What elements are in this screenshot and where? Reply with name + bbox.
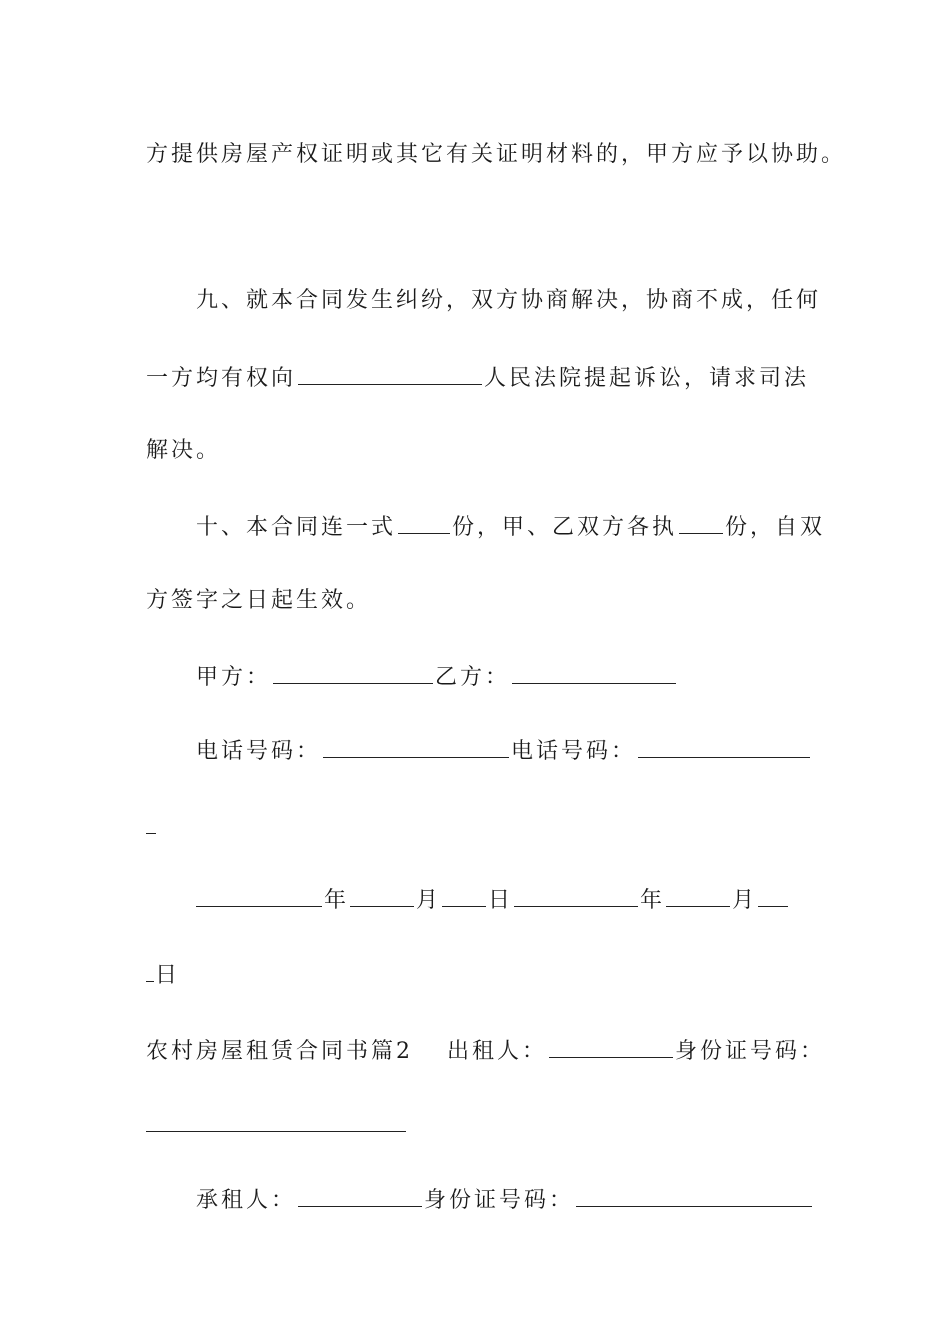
- day-b-blank[interactable]: [758, 884, 788, 907]
- label: 承租人：: [196, 1188, 297, 1213]
- clause-9-line-1: [196, 286, 821, 316]
- phone-a-blank[interactable]: [323, 735, 509, 758]
- label: 电话号码：: [196, 739, 322, 764]
- label: 日: [488, 888, 513, 913]
- label: 乙方：: [435, 665, 511, 690]
- text: 方签字之日起生效。: [146, 588, 372, 613]
- text: 份，自双: [725, 515, 826, 540]
- text: 十、本合同连一式: [196, 515, 397, 540]
- lessee-line: [196, 1184, 814, 1216]
- party-a-blank[interactable]: [273, 661, 433, 684]
- day-b-blank-wrap[interactable]: [146, 959, 154, 982]
- copies-blank[interactable]: [398, 511, 450, 534]
- text: 九、就本合同发生纠纷，双方协商解决，协商不成，任何: [196, 288, 822, 313]
- label: 月: [732, 888, 757, 913]
- date-line: [194, 884, 790, 916]
- month-b-blank[interactable]: [666, 884, 730, 907]
- party-b-blank[interactable]: [512, 661, 676, 684]
- clause-9-line-2: [146, 362, 809, 394]
- lessee-id-blank[interactable]: [576, 1184, 812, 1207]
- lessee-blank[interactable]: [298, 1184, 422, 1207]
- phone-b-blank[interactable]: [638, 735, 810, 758]
- label: 出租人：: [447, 1039, 548, 1064]
- clause-9-line-3: [146, 436, 221, 466]
- phone-line: [196, 735, 812, 767]
- date-line-wrap: [146, 959, 180, 991]
- each-copies-blank[interactable]: [679, 511, 723, 534]
- para-line-1: [146, 140, 846, 170]
- document-title: 农村房屋租赁合同书篇2: [146, 1039, 413, 1064]
- day-a-blank[interactable]: [442, 884, 486, 907]
- label: 身份证号码：: [424, 1188, 575, 1213]
- clause-10-line-1: [196, 511, 825, 543]
- signature-parties: [196, 661, 678, 693]
- text: 解决。: [146, 438, 222, 463]
- label: 身份证号码：: [675, 1039, 826, 1064]
- text: 一方均有权向: [146, 366, 297, 391]
- label: 年: [640, 888, 665, 913]
- label: 年: [324, 888, 349, 913]
- text: 方提供房屋产权证明或其它有关证明材料的，甲方应予以协助。: [146, 142, 847, 167]
- label: 月: [416, 888, 441, 913]
- label: 甲方：: [196, 665, 272, 690]
- court-blank[interactable]: [298, 362, 482, 385]
- lessor-blank[interactable]: [549, 1035, 673, 1058]
- month-a-blank[interactable]: [350, 884, 414, 907]
- year-b-blank[interactable]: [514, 884, 638, 907]
- lessor-id-blank[interactable]: [146, 1131, 406, 1132]
- text: 人民法院提起诉讼，请求司法: [484, 366, 810, 391]
- label: 日: [155, 963, 181, 988]
- phone-b-blank-wrap: [146, 833, 156, 834]
- text: 份，甲、乙双方各执: [452, 515, 678, 540]
- contract-2-header: [146, 1035, 825, 1067]
- year-a-blank[interactable]: [196, 884, 322, 907]
- label: 电话号码：: [511, 739, 637, 764]
- clause-10-line-2: [146, 586, 371, 616]
